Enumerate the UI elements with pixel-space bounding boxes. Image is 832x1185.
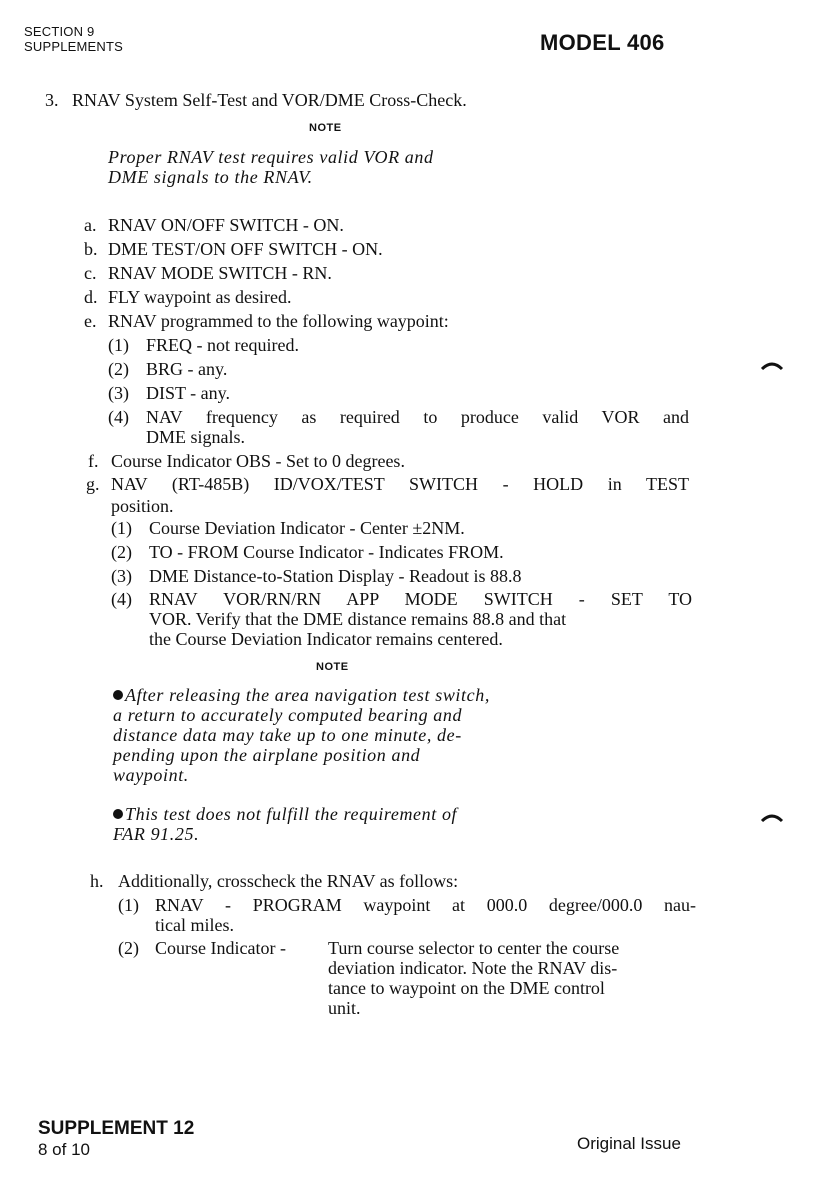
subitem-h2-line1: Turn course selector to center the course	[328, 938, 620, 958]
revision-mark-icon	[760, 813, 784, 823]
subitem-number: (1)	[108, 335, 129, 355]
note-para1-line: pending upon the airplane position and	[113, 745, 421, 765]
header-model: MODEL 406	[540, 30, 665, 55]
subitem-e4-line2: DME signals.	[146, 427, 245, 447]
subitem-h2-line3: tance to waypoint on the DME control	[328, 978, 605, 998]
subitem-h1-line1: RNAV - PROGRAM waypoint at 000.0 degree/000.0 nau-	[155, 895, 696, 915]
note-para2-line1: This test does not fulfill the requirement of	[113, 804, 457, 824]
subitem-h2-label: Course Indicator -	[155, 938, 286, 958]
note-para1-line: a return to accurately computed bearing and	[113, 705, 463, 725]
header-section: SECTION 9	[24, 24, 95, 39]
subitem-g4-line1: RNAV VOR/RN/RN APP MODE SWITCH - SET TO	[149, 589, 692, 609]
item-e: RNAV programmed to the following waypoint:	[108, 311, 449, 331]
subitem-e4-line1: NAV frequency as required to produce valid VOR and	[146, 407, 689, 427]
item-letter: f.	[88, 451, 99, 471]
item-g-line1: NAV (RT-485B) ID/VOX/TEST SWITCH - HOLD in TEST	[111, 474, 689, 494]
item-letter: a.	[84, 215, 97, 235]
subitem-e3: DIST - any.	[146, 383, 230, 403]
note-para1-line1: After releasing the area navigation test switch,	[113, 685, 490, 705]
step-number: 3.	[45, 90, 59, 110]
subitem-number: (2)	[108, 359, 129, 379]
note-line: DME signals to the RNAV.	[108, 167, 313, 187]
header-category: SUPPLEMENTS	[24, 39, 124, 54]
item-c: RNAV MODE SWITCH - RN.	[108, 263, 332, 283]
item-letter: g.	[86, 474, 100, 494]
note-para1-line: waypoint.	[113, 765, 189, 785]
subitem-number: (4)	[108, 407, 129, 427]
step-title: RNAV System Self-Test and VOR/DME Cross-Check.	[72, 90, 467, 110]
note-para2-line: FAR 91.25.	[113, 824, 200, 844]
subitem-number: (2)	[118, 938, 139, 958]
bullet-icon	[113, 690, 123, 700]
item-b: DME TEST/ON OFF SWITCH - ON.	[108, 239, 383, 259]
item-a: RNAV ON/OFF SWITCH - ON.	[108, 215, 344, 235]
subitem-g4-line3: the Course Deviation Indicator remains centered.	[149, 629, 503, 649]
note-label: NOTE	[316, 661, 349, 673]
footer-issue: Original Issue	[577, 1134, 681, 1153]
subitem-number: (1)	[118, 895, 139, 915]
item-letter: b.	[84, 239, 98, 259]
subitem-e1: FREQ - not required.	[146, 335, 299, 355]
item-d: FLY waypoint as desired.	[108, 287, 292, 307]
subitem-g3: DME Distance-to-Station Display - Readout is 88.8	[149, 566, 522, 586]
subitem-number: (1)	[111, 518, 132, 538]
item-letter: e.	[84, 311, 97, 331]
subitem-number: (3)	[108, 383, 129, 403]
note-para1-line: distance data may take up to one minute, de-	[113, 725, 462, 745]
subitem-number: (3)	[111, 566, 132, 586]
item-letter: h.	[90, 871, 104, 891]
item-letter: d.	[84, 287, 98, 307]
revision-mark-icon	[760, 361, 784, 371]
subitem-g1: Course Deviation Indicator - Center ±2NM.	[149, 518, 465, 538]
item-letter: c.	[84, 263, 97, 283]
subitem-h2-line2: deviation indicator. Note the RNAV dis-	[328, 958, 618, 978]
subitem-h1-line2: tical miles.	[155, 915, 234, 935]
note-label: NOTE	[309, 122, 342, 134]
subitem-h2-line4: unit.	[328, 998, 361, 1018]
subitem-e2: BRG - any.	[146, 359, 228, 379]
bullet-icon	[113, 809, 123, 819]
item-g-line2: position.	[111, 496, 174, 516]
footer-supplement: SUPPLEMENT 12	[38, 1118, 195, 1139]
footer-page: 8 of 10	[38, 1140, 90, 1159]
item-f: Course Indicator OBS - Set to 0 degrees.	[111, 451, 405, 471]
item-h: Additionally, crosscheck the RNAV as follows:	[118, 871, 459, 891]
subitem-g4-line2: VOR. Verify that the DME distance remains 88.8 and that	[149, 609, 567, 629]
subitem-number: (2)	[111, 542, 132, 562]
subitem-g2: TO - FROM Course Indicator - Indicates FROM.	[149, 542, 504, 562]
subitem-number: (4)	[111, 589, 132, 609]
note-line: Proper RNAV test requires valid VOR and	[108, 147, 434, 167]
